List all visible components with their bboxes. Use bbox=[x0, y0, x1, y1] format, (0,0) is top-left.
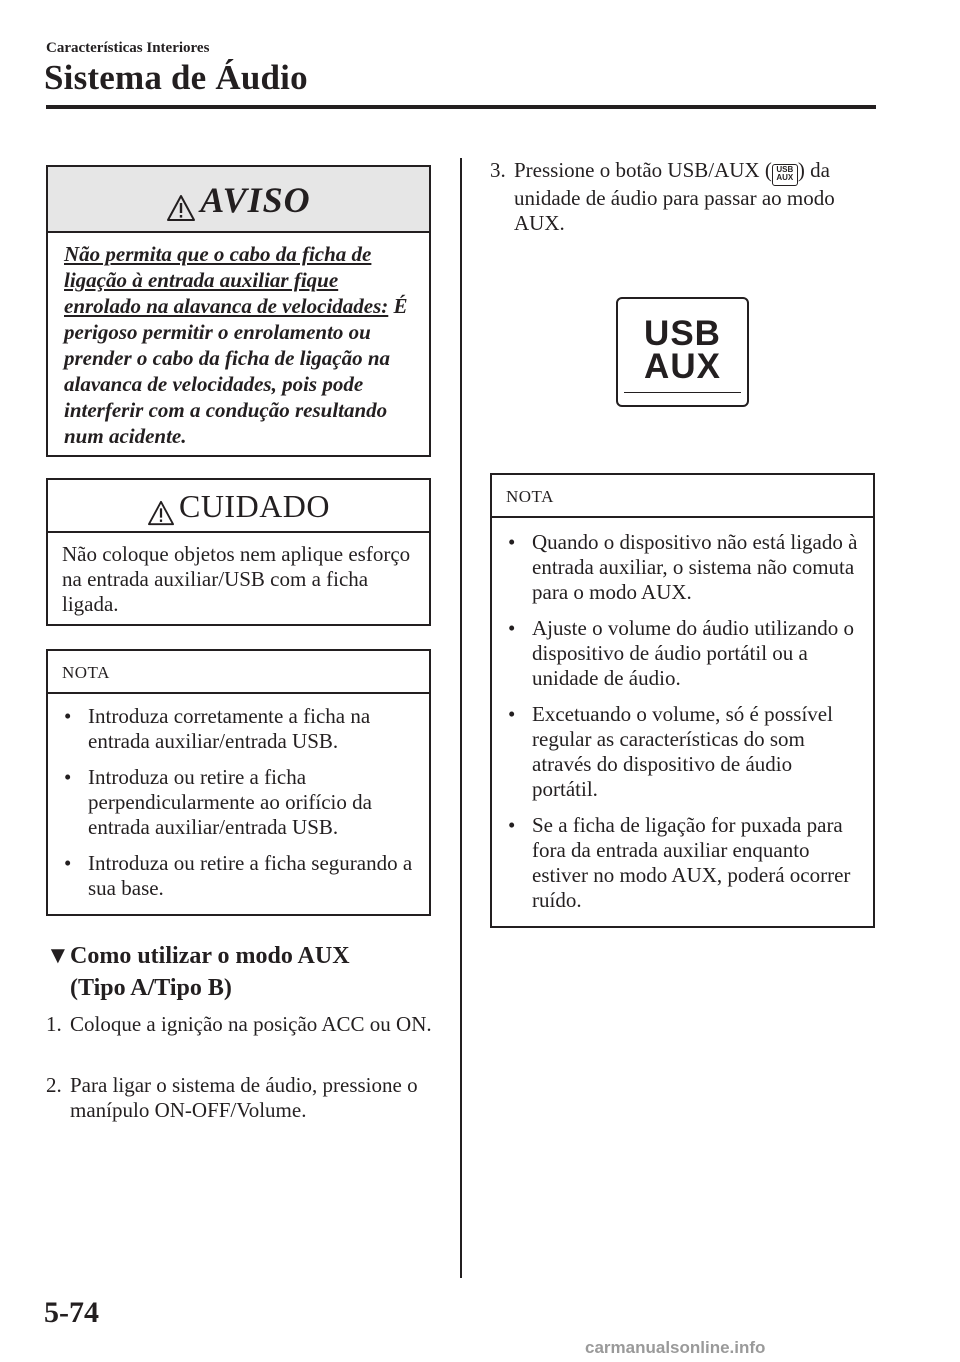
warning-body: É perigoso permitir o enrolamento ou prender o cabo da ficha de ligação na alavanca de velocidades, pois pode interferir com a condução resultando num acidente. bbox=[64, 294, 408, 448]
list-item: • Introduza ou retire a ficha segurando a sua base. bbox=[62, 851, 419, 901]
warning-triangle-icon bbox=[147, 500, 175, 526]
warning-box bbox=[46, 165, 431, 457]
title-rule bbox=[46, 105, 876, 109]
triangle-bullet-icon: ▼ bbox=[46, 943, 70, 969]
step-text bbox=[490, 158, 850, 236]
warning-emphasis: Não permita que o cabo da ficha de ligação à entrada auxiliar fique enrolado na alavanca de velocidades: bbox=[64, 242, 389, 318]
heading-line-1: Como utilizar o modo AUX bbox=[70, 943, 350, 969]
step-text-after: ) da unidade de áudio para passar ao modo AUX. bbox=[514, 158, 835, 235]
aux-label: AUX bbox=[644, 347, 721, 386]
warning-triangle-icon bbox=[166, 194, 196, 222]
warning-text bbox=[48, 233, 429, 449]
usb-aux-button-illustration bbox=[616, 297, 749, 407]
list-item: • Excetuando o volume, só é possível regular as características do som através do dispositivo de áudio portátil. bbox=[506, 702, 863, 802]
note-list bbox=[492, 518, 873, 913]
step-number: 2. bbox=[46, 1073, 62, 1097]
step-number: 1. bbox=[46, 1012, 62, 1036]
caution-box bbox=[46, 478, 431, 626]
caution-body: Não coloque objetos nem aplique esforço na entrada auxiliar/USB com a ficha ligada. bbox=[62, 542, 411, 616]
step-text: Para ligar o sistema de áudio, pressione o manípulo ON-OFF/Volume. bbox=[70, 1073, 418, 1122]
button-indicator-line bbox=[624, 392, 741, 394]
warning-title: AVISO bbox=[200, 180, 311, 220]
note-box-left bbox=[46, 649, 431, 916]
usb-label: USB bbox=[644, 314, 721, 353]
usb-icon-line-2: AUX bbox=[776, 173, 794, 182]
note-list bbox=[48, 694, 429, 901]
section-heading bbox=[46, 940, 350, 1004]
step-item bbox=[490, 158, 850, 236]
list-item: • Ajuste o volume do áudio utilizando o dispositivo de áudio portátil ou a unidade de áudio. bbox=[506, 616, 863, 691]
step-text-before: Pressione o botão USB/AUX ( bbox=[514, 158, 772, 182]
list-item: • Se a ficha de ligação for puxada para fora da entrada auxiliar enquanto estiver no modo AUX, poderá ocorrer ruído. bbox=[506, 813, 863, 913]
step-number: 3. bbox=[490, 158, 506, 182]
page-title: Sistema de Áudio bbox=[44, 58, 308, 97]
watermark: carmanualsonline.info bbox=[585, 1338, 766, 1357]
list-item: • Introduza corretamente a ficha na entrada auxiliar/entrada USB. bbox=[62, 704, 419, 754]
usb-icon-line-1: USB bbox=[776, 164, 794, 174]
step-item bbox=[46, 1073, 438, 1123]
step-item bbox=[46, 1012, 436, 1037]
step-text: Coloque a ignição na posição ACC ou ON. bbox=[70, 1012, 432, 1036]
page-number: 5-74 bbox=[44, 1296, 99, 1329]
caution-header bbox=[48, 480, 429, 533]
warning-header bbox=[48, 167, 429, 233]
caution-title: CUIDADO bbox=[178, 488, 331, 524]
note-box-right bbox=[490, 473, 875, 928]
usb-aux-button-icon bbox=[772, 164, 798, 186]
list-item: • Quando o dispositivo não está ligado à entrada auxiliar, o sistema não comuta para o modo AUX. bbox=[506, 530, 863, 605]
note-title: NOTA bbox=[492, 475, 873, 518]
note-title: NOTA bbox=[48, 651, 429, 694]
heading-line-2: (Tipo A/Tipo B) bbox=[70, 975, 232, 1001]
section-label: Características Interiores bbox=[46, 40, 210, 56]
column-divider bbox=[460, 158, 462, 1278]
list-item: • Introduza ou retire a ficha perpendicularmente ao orifício da entrada auxiliar/entrada USB. bbox=[62, 765, 419, 840]
